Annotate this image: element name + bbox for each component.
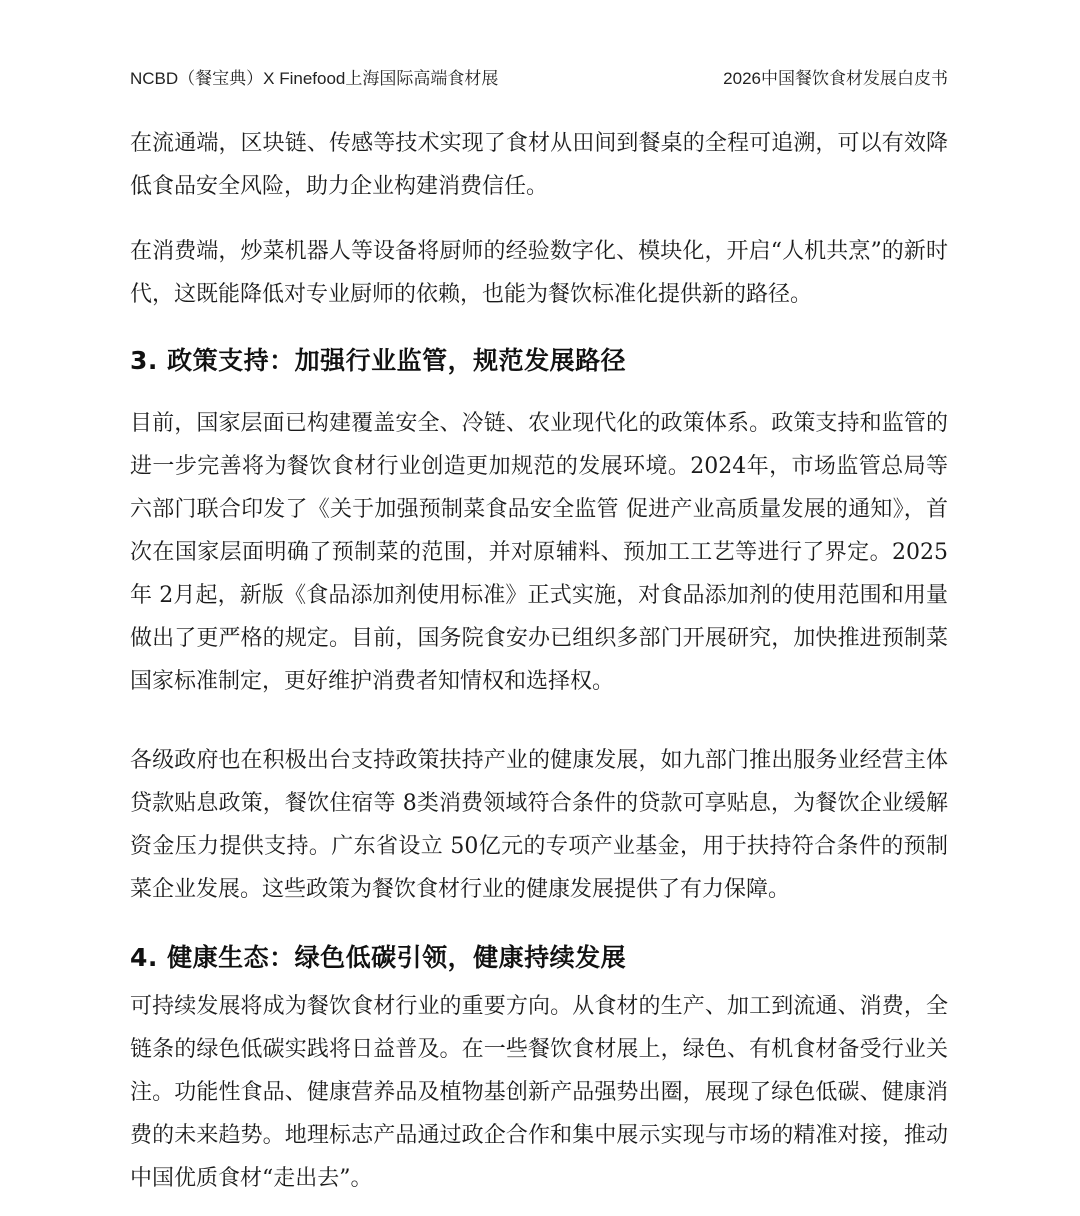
- section-heading-healthy-ecology: 4. 健康生态：绿色低碳引领，健康持续发展: [130, 943, 627, 972]
- header-left-title: NCBD（餐宝典）X Finefood上海国际高端食材展: [130, 69, 499, 88]
- paragraph-sustainable-development: 可持续发展将成为餐饮食材行业的重要方向。从食材的生产、加工到流通、消费，全链条的绿色低碳实践将日益普及。在一些餐饮食材展上，绿色、有机食材备受行业关注。功能性食品、健康营养品及植物基创新产品强势出圈，展现了绿色低碳、健康消费的未来趋势。地理标志产品通过政企合作和集中展示实现与市场的精准对接，推动中国优质食材“走出去”。: [130, 994, 948, 1191]
- paragraph-policy-system: 目前，国家层面已构建覆盖安全、冷链、农业现代化的政策体系。政策支持和监管的进一步完善将为餐饮食材行业创造更加规范的发展环境。2024年，市场监管总局等六部门联合印发了《关于加强预制菜食品安全监管 促进产业高质量发展的通知》，首次在国家层面明确了预制菜的范围，并对原辅料、预加工工艺等进行了界定。2025年 2月起，新版《食品添加剂使用标准》正式实施，对食品添加剂的使用范围和用量做出了更严格的规定。目前，国务院食安办已组织多部门开展研究，加快推进预制菜国家标准制定，更好维护消费者知情权和选择权。: [130, 411, 948, 694]
- paragraph-government-support: 各级政府也在积极出台支持政策扶持产业的健康发展，如九部门推出服务业经营主体贷款贴息政策，餐饮住宿等 8类消费领域符合条件的贷款可享贴息，为餐饮企业缓解资金压力提供支持。广东省设立 50亿元的专项产业基金，用于扶持符合条件的预制菜企业发展。这些政策为餐饮食材行业的健康发展提供了有力保障。: [130, 748, 948, 902]
- page-header: [130, 64, 948, 89]
- section-heading-policy-support: 3. 政策支持：加强行业监管，规范发展路径: [130, 346, 627, 375]
- paragraph-consumption: 在消费端，炒菜机器人等设备将厨师的经验数字化、模块化，开启“人机共烹”的新时代，这既能降低对专业厨师的依赖，也能为餐饮标准化提供新的路径。: [130, 239, 948, 307]
- document-body: [130, 122, 948, 1200]
- header-right-title: 2026中国餐饮食材发展白皮书: [723, 69, 948, 88]
- paragraph-circulation: 在流通端，区块链、传感等技术实现了食材从田间到餐桌的全程可追溯，可以有效降低食品安全风险，助力企业构建消费信任。: [130, 131, 948, 199]
